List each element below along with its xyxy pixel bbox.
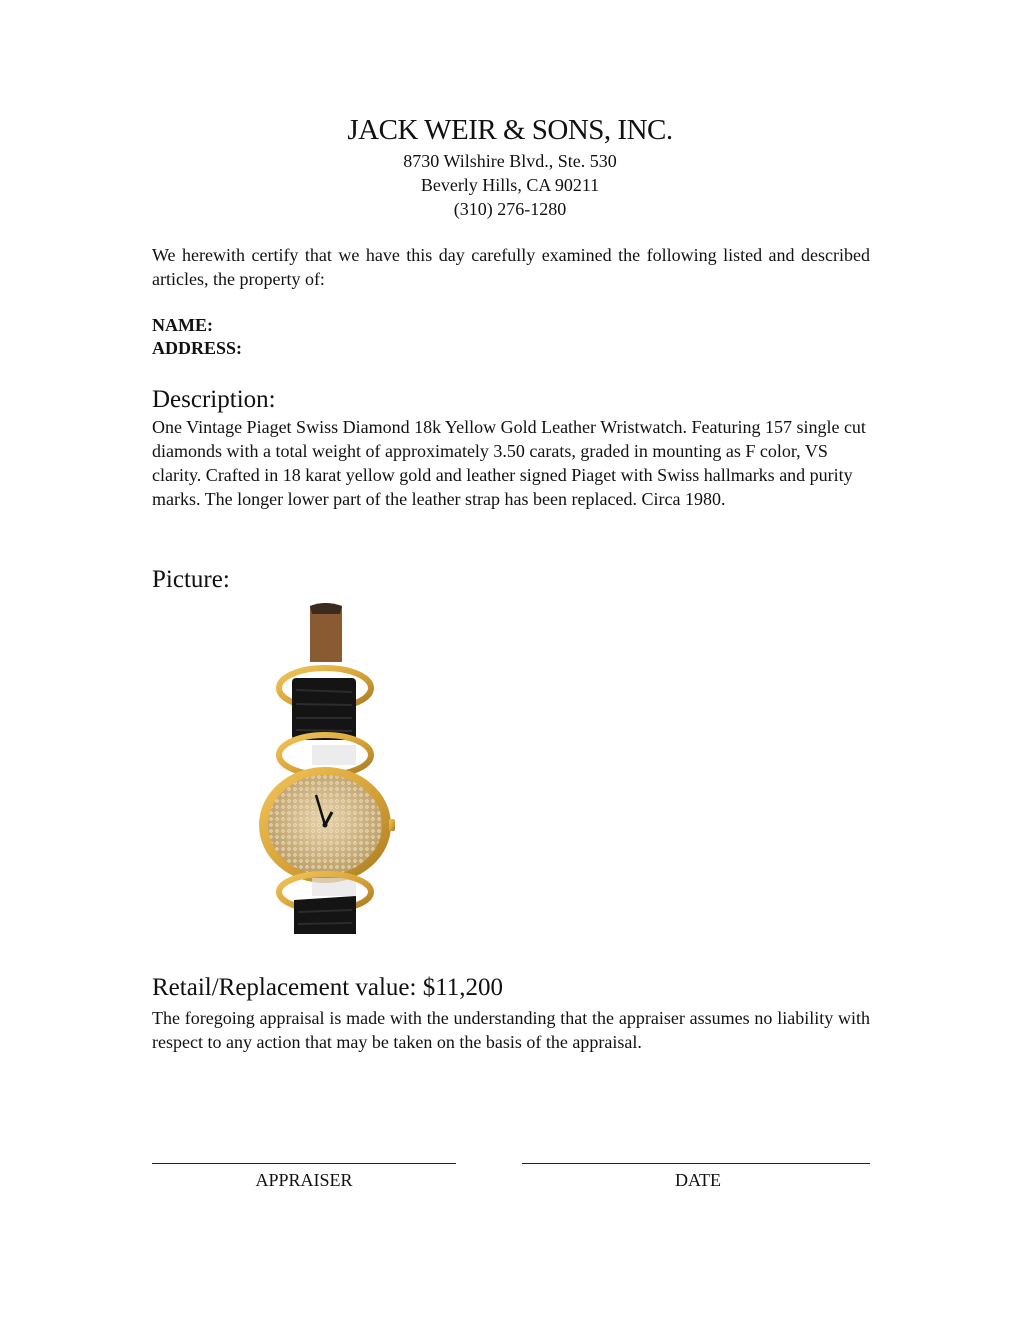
certification-statement: We herewith certify that we have this day carefully examined the following listed and described articles, the property of: xyxy=(152,245,870,289)
watch-photo xyxy=(250,600,400,940)
date-label: DATE xyxy=(675,1170,721,1190)
company-city-state: Beverly Hills, CA 90211 xyxy=(420,175,600,195)
company-phone: (310) 276-1280 xyxy=(453,199,567,219)
picture-heading: Picture: xyxy=(152,566,230,593)
company-street-address: 8730 Wilshire Blvd., Ste. 530 xyxy=(403,151,617,171)
value-heading: Retail/Replacement value: $11,200 xyxy=(152,974,504,1001)
lower-leather-strap xyxy=(294,896,356,934)
name-label: NAME: xyxy=(152,315,213,335)
date-signature-line xyxy=(522,1163,870,1164)
address-label: ADDRESS: xyxy=(152,338,243,358)
description-heading: Description: xyxy=(152,386,276,413)
disclaimer-text: The foregoing appraisal is made with the understanding that the appraiser assumes no liability with respect to any action that may be taken on the basis of the appraisal. xyxy=(152,1008,870,1052)
watch-crown xyxy=(389,819,395,831)
description-text: One Vintage Piaget Swiss Diamond 18k Yellow Gold Leather Wristwatch. Featuring 157 single cut diamonds with a total weight of approximately 3.50 carats, graded in mounting as F color, VS clarity. Crafted in 18 karat yellow gold and leather signed Piaget with Swiss hallmarks and purity marks. The longer lower part of the leather strap has been replaced. Circa 1980. xyxy=(152,417,866,509)
appraiser-signature-line xyxy=(152,1163,456,1164)
company-name: JACK WEIR & SONS, INC. xyxy=(347,114,673,146)
appraiser-label: APPRAISER xyxy=(255,1170,353,1190)
